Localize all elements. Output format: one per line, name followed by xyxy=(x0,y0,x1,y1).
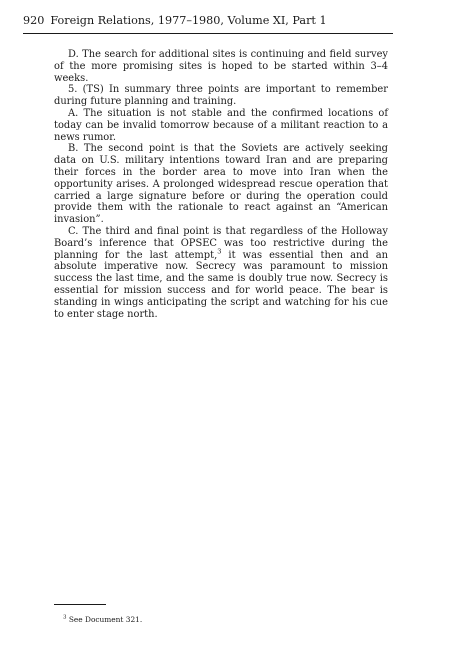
footnote xyxy=(63,615,142,625)
running-head xyxy=(23,14,393,28)
paragraph-a: A. The situation is not stable and the confirmed locations of today can be invalid tomorrow because of a militant reaction to a news rumor. xyxy=(54,107,388,143)
paragraph-c xyxy=(54,226,388,320)
volume-title: Foreign Relations, 1977–1980, Volume XI, Part 1 xyxy=(50,14,327,27)
paragraph-d: D. The search for additional sites is continuing and field survey of the more promising sites is hoped to be started within 3–4 weeks. xyxy=(54,49,388,84)
paragraph-b: B. The second point is that the Soviets are actively seeking data on U.S. military intentions toward Iran and are preparing their forces in the border area to move into Iran when the opportunity arises. A prolonged widespread rescue operation that carried a large signature before or during the operation could provide them with the rationale to react against an “American invasion”. xyxy=(54,143,388,226)
footnote-rule xyxy=(54,604,106,605)
footnote-text: See Document 321. xyxy=(68,615,143,624)
footnote-reference[interactable]: 3 xyxy=(217,247,222,256)
paragraph-c-part-1: C. The third and final point is that regardless of the Holloway Board’s inference that OPSEC was too restrictive during the planning for the last attempt, xyxy=(54,225,388,261)
paragraph-5: 5. (TS) In summary three points are important to remember during future planning and training. xyxy=(54,84,388,108)
paragraph-c-part-2: it was essential then and an absolute imperative now. Secrecy was paramount to mission success the last time, and the same is doubly true now. Secrecy is essential for mission success and for world peace. The bear is standing in wings anticipating the script and watching for his cue to enter stage north. xyxy=(54,249,388,320)
footnote-marker: 3 xyxy=(63,614,67,621)
body-text xyxy=(54,49,388,320)
page-number: 920 xyxy=(23,14,45,27)
header-rule xyxy=(23,33,393,34)
